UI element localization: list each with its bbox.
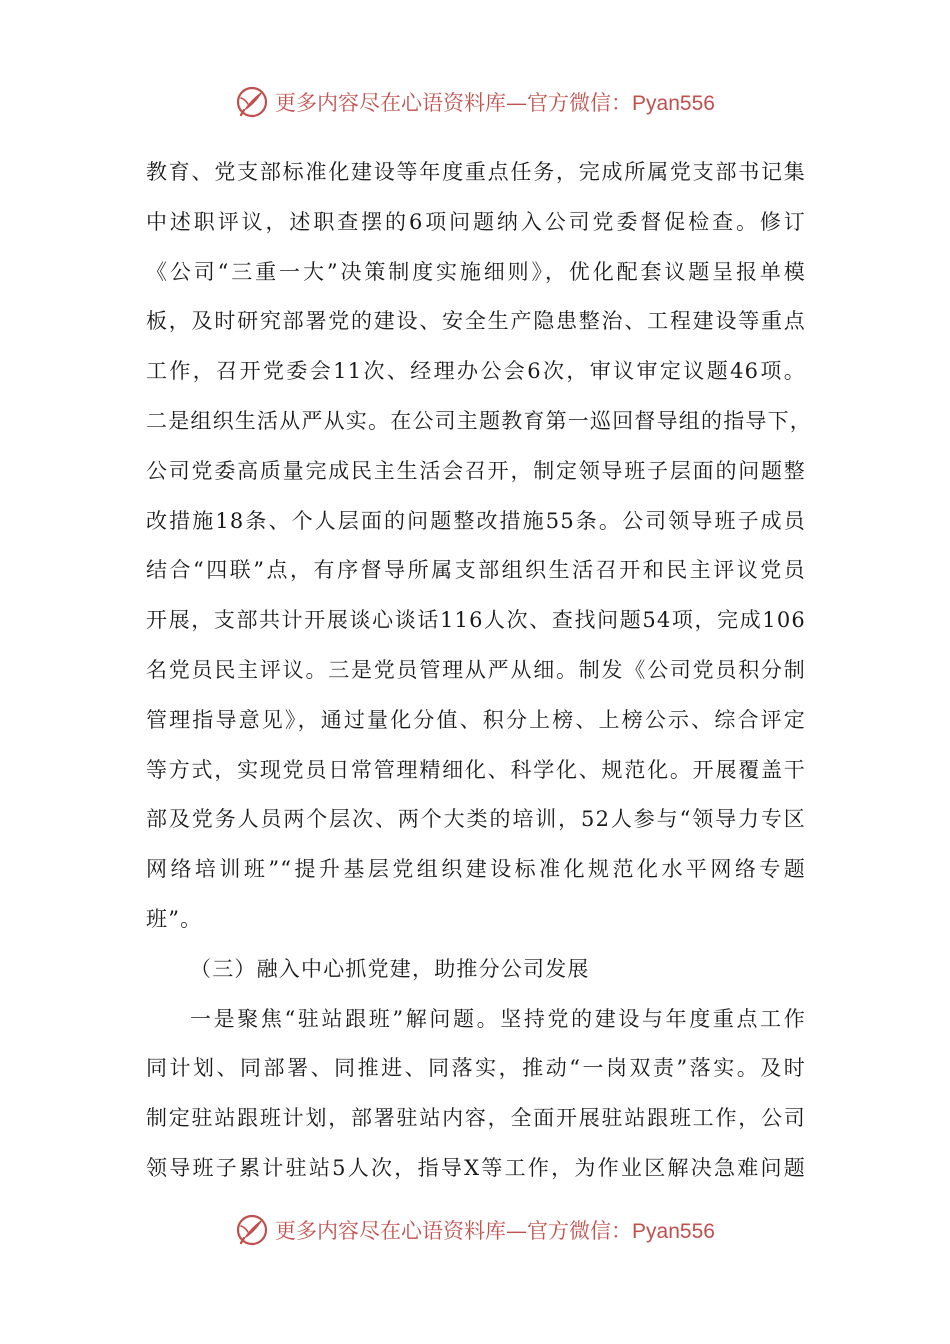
paragraph-line: 中述职评议，述职查摆的6项问题纳入公司党委督促检查。修订 — [146, 209, 806, 234]
quill-logo-icon — [235, 85, 269, 119]
header-banner-prefix: 更多内容尽在心语资料库—官方微信： — [275, 91, 633, 115]
paragraph-line: 结合“四联”点，有序督导所属支部组织生活召开和民主评议党员 — [146, 558, 806, 583]
paragraph-line: 等方式，实现党员日常管理精细化、科学化、规范化。开展覆盖干 — [146, 757, 806, 782]
header-banner-text — [275, 87, 715, 117]
footer-banner-prefix: 更多内容尽在心语资料库—官方微信： — [275, 1219, 633, 1243]
paragraph-line: 改措施18条、个人层面的问题整改措施55条。公司领导班子成员 — [146, 508, 806, 533]
quill-logo-icon — [235, 1213, 269, 1247]
footer-banner-text — [275, 1215, 715, 1245]
paragraph-line: 二是组织生活从严从实。在公司主题教育第一巡回督导组的指导下， — [146, 408, 812, 433]
paragraph-line: 《公司“三重一大”决策制度实施细则》，优化配套议题呈报单模 — [146, 259, 806, 284]
paragraph-line: 管理指导意见》，通过量化分值、积分上榜、上榜公示、综合评定 — [146, 707, 806, 732]
footer-banner-content — [235, 1213, 715, 1247]
footer-banner — [0, 1210, 950, 1250]
section-line: 同计划、同部署、同推进、同落实，推动“一岗双责”落实。及时 — [146, 1056, 806, 1081]
section-line: 领导班子累计驻站5人次，指导X等工作，为作业区解决急难问题 — [146, 1155, 806, 1180]
document-body — [146, 148, 812, 1194]
paragraph-line: 部及党务人员两个层次、两个大类的培训，52人参与“领导力专区 — [146, 807, 806, 832]
header-banner — [0, 82, 950, 122]
section-line: 制定驻站跟班计划，部署驻站内容，全面开展驻站跟班工作，公司 — [146, 1106, 806, 1131]
header-wechat-id: Pyan556 — [632, 92, 715, 115]
section-line: 一是聚焦“驻站跟班”解问题。坚持党的建设与年度重点工作 — [190, 1006, 806, 1031]
header-banner-content — [235, 85, 715, 119]
section-heading: （三）融入中心抓党建，助推分公司发展 — [190, 956, 590, 981]
paragraph-line-last: 班”。 — [146, 906, 203, 931]
paragraph-line: 板，及时研究部署党的建设、安全生产隐患整治、工程建设等重点 — [146, 309, 806, 334]
footer-wechat-id: Pyan556 — [632, 1220, 715, 1243]
paragraph-line: 公司党委高质量完成民主生活会召开，制定领导班子层面的问题整 — [146, 458, 806, 483]
paragraph-line: 工作，召开党委会11次、经理办公会6次，审议审定议题46项。 — [146, 359, 806, 384]
paragraph-line: 开展，支部共计开展谈心谈话116人次、查找问题54项，完成106 — [146, 608, 806, 633]
paragraph-line: 名党员民主评议。三是党员管理从严从细。制发《公司党员积分制 — [146, 657, 806, 682]
paragraph-line: 网络培训班”“提升基层党组织建设标准化规范化水平网络专题 — [146, 857, 806, 882]
paragraph-line: 教育、党支部标准化建设等年度重点任务，完成所属党支部书记集 — [146, 160, 806, 184]
